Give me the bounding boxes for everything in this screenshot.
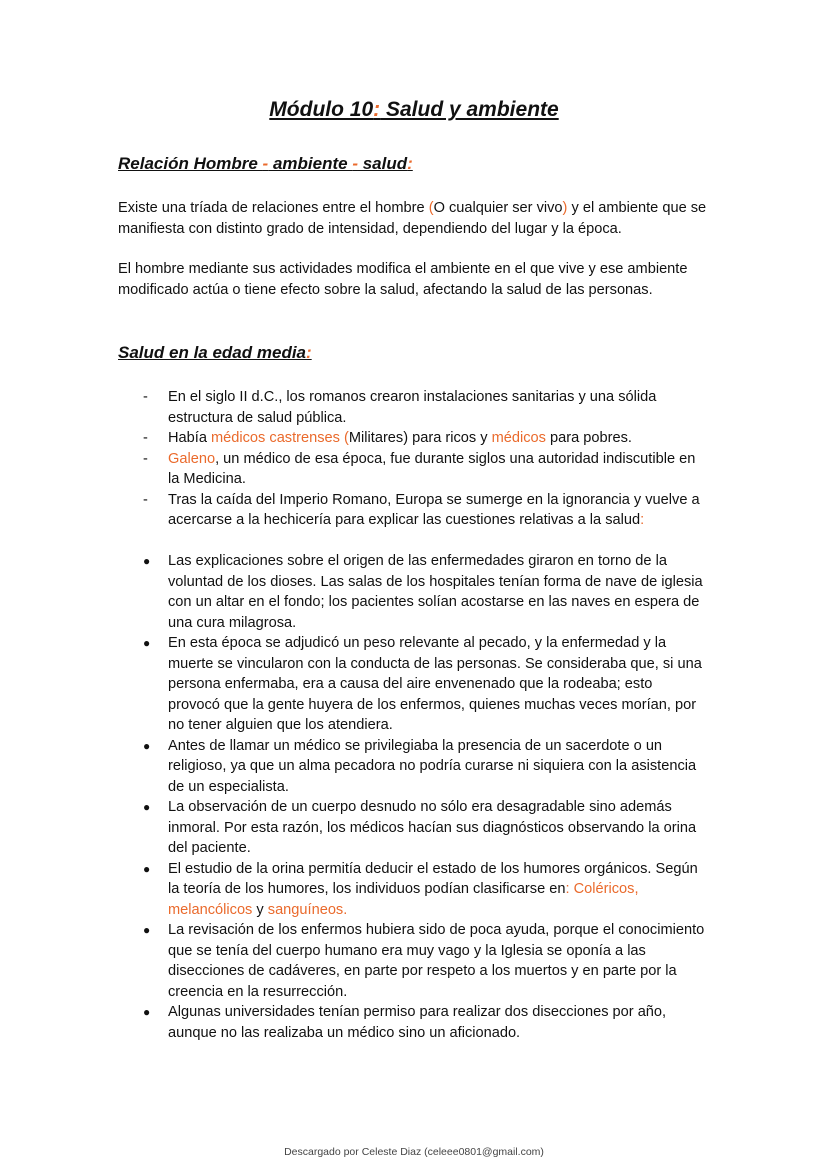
bullet-marker: ● xyxy=(143,738,151,753)
item-text: Tras la caída del Imperio Romano, Europa se sumerge en la ignorancia y vuelve a acercarse a la hechicería para explicar las cuestiones relativas a la salud xyxy=(168,491,700,528)
paren: ) xyxy=(562,200,568,216)
highlight-text: sanguíneos xyxy=(267,901,344,918)
item-text: Las explicaciones sobre el origen de las enfermedades giraron en torno de la voluntad de los dioses. Las salas de los hospitales tenían forma de nave de iglesia con un altar en el fondo; los pacientes solían acostarse en las naves en espera de una cura milagrosa. xyxy=(168,553,703,631)
highlight-text: Galeno xyxy=(168,450,216,467)
item-text: El estudio de la orina permitía deducir el estado de los humores orgánicos. Según la teoría de los humores, los individuos podían clasificarse en xyxy=(168,860,698,897)
highlight-text: . xyxy=(343,901,348,918)
heading-colon: : xyxy=(306,343,312,362)
list-item xyxy=(0,449,708,490)
item-text: La observación de un cuerpo desnudo no sólo era desagradable sino además inmoral. Por esta razón, los médicos hacían sus diagnósticos observando la orina del paciente. xyxy=(168,799,697,856)
dash-marker: - xyxy=(143,389,148,405)
item-text: para pobres. xyxy=(545,430,632,446)
bullet-list xyxy=(0,551,828,1043)
list-item xyxy=(0,551,708,633)
text: O cualquier ser vivo xyxy=(433,200,563,216)
list-item xyxy=(0,736,708,798)
bullet-marker: ● xyxy=(143,923,151,937)
section-heading-relacion xyxy=(118,154,413,174)
dash-marker: - xyxy=(143,450,148,467)
bullet-marker: ● xyxy=(143,800,151,814)
item-text: En esta época se adjudicó un peso relevante al pecado, y la enfermedad y la muerte se vincularon con la conducta de las personas. Se consideraba que, si una persona enfermaba, era a causa del aire envenenado que la rodeaba; esto provocó que la gente huyera de los enfermos, quienes muchas veces morían, por no tener alguien que los atendiera. xyxy=(168,635,702,733)
heading-word: ambiente xyxy=(268,154,353,173)
item-text: Había xyxy=(168,430,211,446)
heading-dash: - xyxy=(262,154,269,173)
highlight-text: Coléricos xyxy=(573,881,635,897)
heading-word: salud xyxy=(357,154,408,173)
page-title xyxy=(0,98,828,122)
highlight-text: médicos castrenses ( xyxy=(211,430,349,446)
bullet-marker: ● xyxy=(143,554,151,568)
bullet-marker: ● xyxy=(143,1005,151,1019)
text: y el ambiente que se manifiesta con distinto grado de intensidad, dependiendo del lugar y la época. xyxy=(118,200,707,237)
item-text: Antes de llamar un médico se privilegiaba la presencia de un sacerdote o un religioso, ya que un alma pecadora no podría curarse ni siquiera con la asistencia de un especialista. xyxy=(168,737,697,795)
title-module: Módulo 10 xyxy=(269,98,374,121)
list-item xyxy=(0,490,708,531)
item-text: Militares) para ricos y xyxy=(348,430,492,446)
paren: ( xyxy=(428,200,434,216)
heading-colon: : xyxy=(407,154,413,173)
dash-list xyxy=(0,387,828,531)
dash-marker: - xyxy=(143,430,148,446)
paragraph-hombre: El hombre mediante sus actividades modifica el ambiente en el que vive y ese ambiente modificado actúa o tiene efecto sobre la salud, afectando la salud de las personas. xyxy=(118,261,688,298)
highlight-text: : xyxy=(565,881,570,897)
highlight-text: : xyxy=(640,512,645,528)
item-text: La revisación de los enfermos hubiera sido de poca ayuda, porque el conocimiento que se tenía del cuerpo humano era muy vago y la Iglesia se oponía a las disecciones de cadáveres, en parte por respeto a los muertos y en parte por la creencia en la resurrección. xyxy=(168,922,705,1000)
list-item xyxy=(0,920,708,1002)
highlight-text: médicos xyxy=(491,430,546,446)
heading-word: Relación Hombre xyxy=(118,154,263,173)
list-item xyxy=(0,859,708,921)
section-heading-edad-media xyxy=(118,343,312,363)
bullet-marker: ● xyxy=(143,636,151,650)
highlight-text: melancólicos xyxy=(168,901,253,918)
item-text: y xyxy=(252,901,268,918)
list-item xyxy=(0,1002,708,1043)
paragraph-triada xyxy=(118,198,718,239)
item-text: En el siglo II d.C., los romanos crearon instalaciones sanitarias y una sólida estructura de salud pública. xyxy=(168,389,657,426)
text: Existe una tríada de relaciones entre el hombre xyxy=(118,200,429,216)
dash-marker: - xyxy=(143,491,148,508)
list-item xyxy=(0,633,708,736)
item-text: Algunas universidades tenían permiso para realizar dos disecciones por año, aunque no las realizaba un médico sino un aficionado. xyxy=(168,1004,667,1041)
highlight-text: , xyxy=(634,881,639,897)
title-topic: Salud y ambiente xyxy=(380,98,559,121)
item-text: , un médico de esa época, fue durante siglos una autoridad indiscutible en la Medicina. xyxy=(168,450,696,487)
title-separator: : xyxy=(373,98,381,121)
list-item xyxy=(0,797,708,859)
heading-text: Salud en la edad media xyxy=(118,343,307,362)
download-footer: Descargado por Celeste Diaz (celeee0801@gmail.com) xyxy=(284,1146,544,1158)
list-item xyxy=(0,428,708,449)
bullet-marker: ● xyxy=(143,861,151,876)
heading-dash: - xyxy=(352,154,358,173)
list-item xyxy=(0,387,708,428)
